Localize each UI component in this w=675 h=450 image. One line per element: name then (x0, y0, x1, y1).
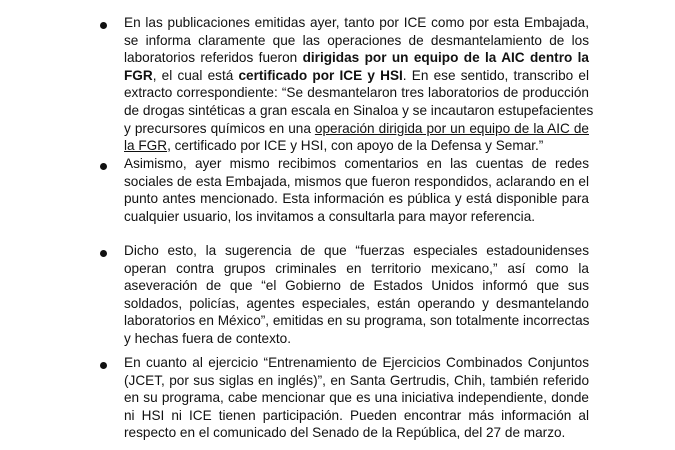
text-segment: (JCET, por sus siglas en inglés)”, en Santa Gertrudis, Chih, también referido (124, 372, 589, 388)
text-line (124, 389, 589, 407)
text-segment: , el cual está (152, 67, 239, 83)
text-line (124, 330, 589, 348)
paragraph-social-media (124, 155, 589, 225)
text-segment: aseveración de que “el Gobierno de Estados Unidos informó que sus (124, 278, 589, 294)
text-segment: respecto en el comunicado del Senado de la República, del 27 de marzo. (124, 425, 566, 441)
text-segment: operan contra grupos criminales en territorio mexicano,” así como la (124, 260, 589, 276)
bullet-dot (100, 362, 107, 369)
paragraph-special-forces (124, 242, 589, 348)
text-segment: ni HSI ni ICE tienen participación. Pueden encontrar más información al (124, 407, 589, 423)
text-line (124, 84, 589, 102)
text-line (124, 102, 594, 120)
text-segment: en su programa, cabe mencionar que es una iniciativa independiente, donde (124, 390, 589, 406)
bullet-dot (100, 22, 107, 29)
text-line (124, 242, 589, 260)
text-line (124, 49, 589, 67)
underlined-text: la FGR (124, 138, 168, 154)
bold-text: dirigidas por un equipo de la AIC dentro la (302, 50, 589, 66)
text-segment: cualquier usuario, los invitamos a consultarla para mayor referencia. (124, 208, 536, 224)
text-line (124, 32, 589, 50)
text-segment: Asimismo, ayer mismo recibimos comentarios en las cuentas de redes (124, 156, 589, 171)
text-line (124, 295, 589, 313)
text-line (124, 173, 589, 191)
text-segment: de drogas sintéticas a gran escala en Sinaloa y se incautaron estupefacientes (124, 102, 594, 118)
text-segment: . En ese sentido, transcribo el (402, 67, 589, 83)
bullet-dot (100, 250, 107, 257)
text-segment: En las publicaciones emitidas ayer, tanto por ICE como por esta Embajada, (124, 15, 589, 30)
text-line (124, 312, 589, 330)
text-line (124, 424, 589, 442)
text-line (124, 260, 589, 278)
text-segment: , certificado por ICE y HSI, con apoyo de la Defensa y Semar.” (167, 138, 544, 154)
text-segment: y precursores químicos en una (124, 120, 315, 136)
text-line (124, 407, 589, 425)
underlined-text: operación dirigida por un equipo de la AIC de (314, 120, 589, 136)
bold-text: certificado por ICE y HSI (238, 67, 403, 83)
text-line (124, 14, 589, 32)
bold-text: FGR (124, 67, 153, 83)
text-segment: sociales de esta Embajada, mismos que fueron respondidos, aclarando en el (124, 173, 589, 189)
bullet-dot (100, 163, 107, 170)
paragraph-jcet-exercise (124, 354, 589, 442)
text-segment: se informa claramente que las operaciones de desmantelamiento de los (124, 32, 589, 48)
text-line (124, 372, 589, 390)
text-segment: laboratorios en México”, emitidas en su programa, son totalmente incorrectas (124, 313, 590, 329)
text-segment: y hechas fuera de contexto. (124, 330, 292, 346)
text-line (124, 277, 589, 295)
text-segment: Dicho esto, la sugerencia de que “fuerzas especiales estadounidenses (124, 243, 589, 258)
text-line (124, 208, 589, 226)
text-segment: extracto correspondiente: “Se desmantelaron tres laboratorios de producción (124, 85, 589, 101)
text-line (124, 67, 589, 85)
text-segment: laboratorios referidos fueron (124, 50, 303, 66)
text-line (124, 137, 589, 155)
text-line (124, 120, 589, 138)
text-line (124, 190, 589, 208)
text-line (124, 155, 589, 173)
text-segment: soldados, policías, agentes especiales, están operando y desmantelando (124, 295, 589, 311)
paragraph-ice-operations (124, 14, 594, 155)
text-line (124, 354, 589, 372)
text-segment: En cuanto al ejercicio “Entrenamiento de Ejercicios Combinados Conjuntos (124, 355, 589, 370)
text-segment: punto antes mencionado. Esta información es pública y está disponible para (124, 191, 589, 207)
